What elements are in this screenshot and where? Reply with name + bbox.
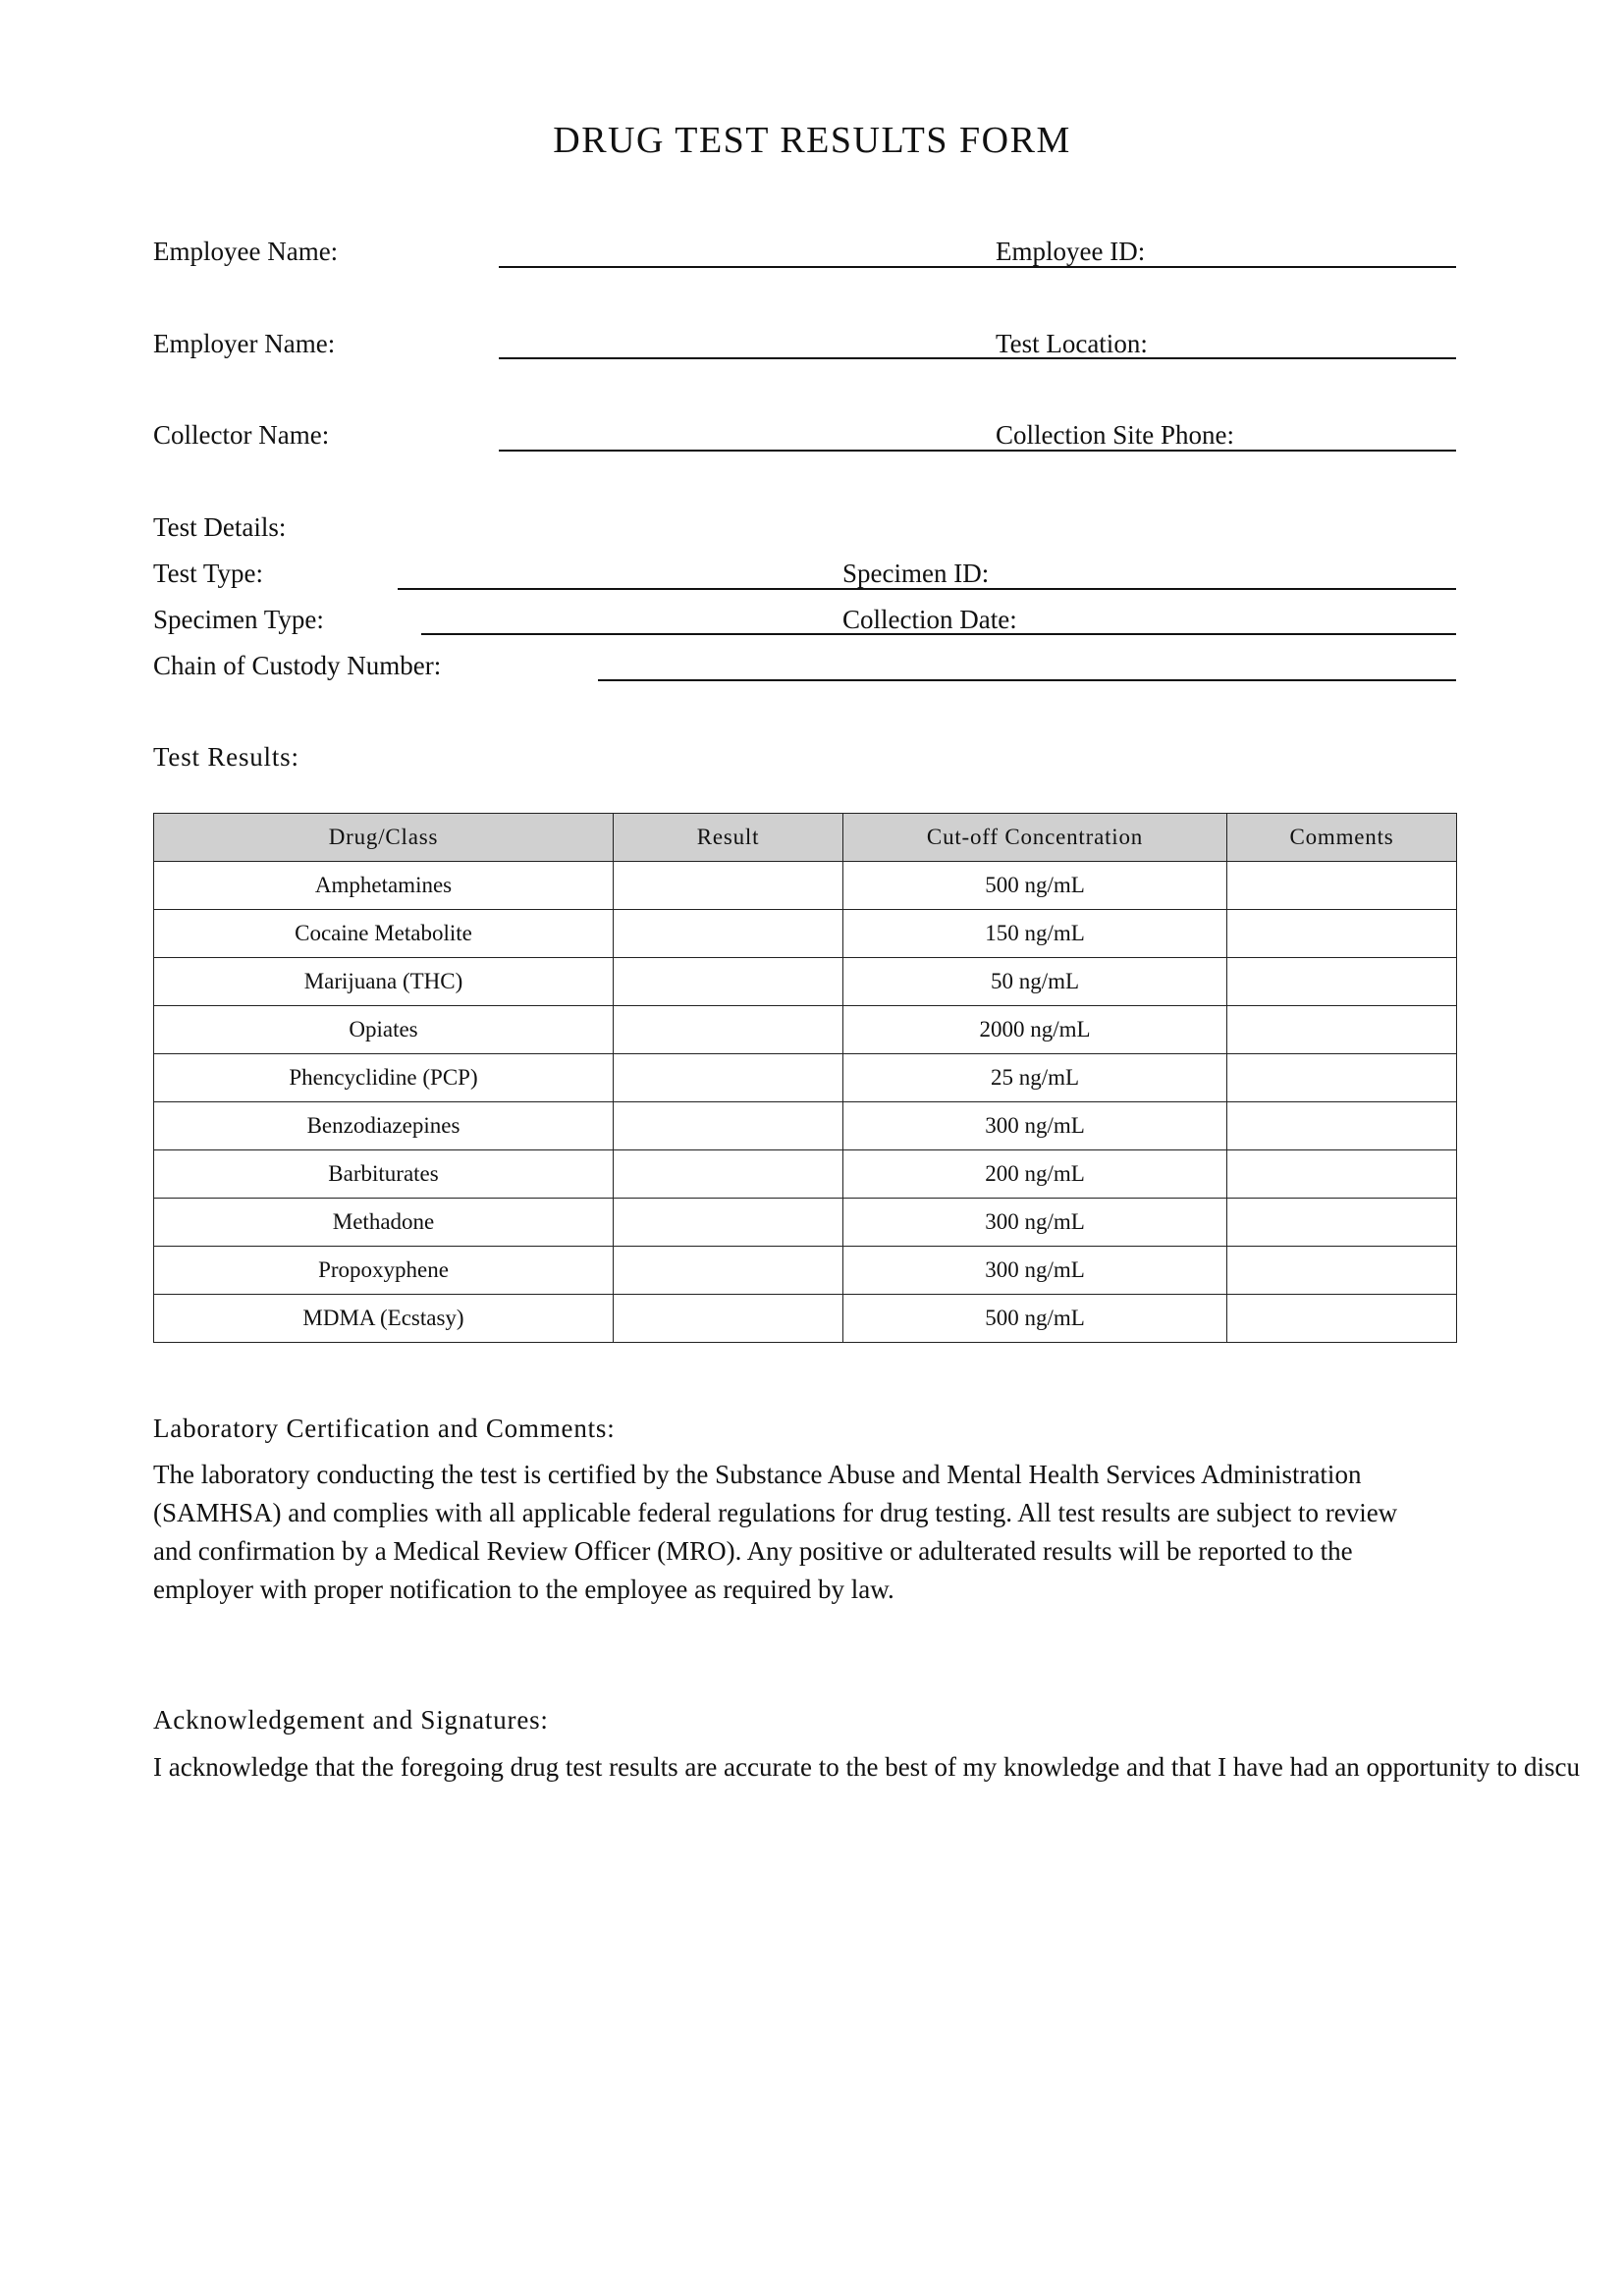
comments-cell[interactable]: [1227, 1247, 1457, 1295]
employee-name-field[interactable]: [499, 266, 1456, 268]
comments-cell[interactable]: [1227, 1054, 1457, 1102]
employee-id-label: Employee ID:: [996, 237, 1146, 266]
table-row: [154, 1199, 1457, 1247]
chain-of-custody-field[interactable]: [598, 679, 1456, 681]
drug-cell: Cocaine Metabolite: [154, 910, 614, 958]
result-cell[interactable]: [614, 1006, 843, 1054]
column-header-comments: Comments: [1227, 814, 1457, 862]
test-type-label: Test Type:: [153, 559, 263, 588]
result-cell[interactable]: [614, 910, 843, 958]
result-cell[interactable]: [614, 958, 843, 1006]
table-row: [154, 1006, 1457, 1054]
result-cell[interactable]: [614, 1150, 843, 1199]
cutoff-cell: 500 ng/mL: [843, 1295, 1227, 1343]
result-cell[interactable]: [614, 1295, 843, 1343]
comments-cell[interactable]: [1227, 958, 1457, 1006]
page-title: DRUG TEST RESULTS FORM: [553, 120, 1071, 161]
table-row: [154, 1295, 1457, 1343]
acknowledgement-text-wrapper: [153, 1748, 1624, 1787]
drug-cell: MDMA (Ecstasy): [154, 1295, 614, 1343]
column-header-cutoff: Cut-off Concentration: [843, 814, 1227, 862]
table-row: [154, 1150, 1457, 1199]
chain-of-custody-label: Chain of Custody Number:: [153, 651, 442, 680]
specimen-id-label: Specimen ID:: [842, 559, 990, 588]
comments-cell[interactable]: [1227, 1199, 1457, 1247]
collector-name-field[interactable]: [499, 450, 1456, 452]
drug-cell: Phencyclidine (PCP): [154, 1054, 614, 1102]
comments-cell[interactable]: [1227, 1295, 1457, 1343]
lab-certification-line: The laboratory conducting the test is certified by the Substance Abuse and Mental Health Services Administration: [153, 1460, 1362, 1489]
cutoff-cell: 300 ng/mL: [843, 1102, 1227, 1150]
table-header-row: [154, 814, 1457, 862]
acknowledgement-text: I acknowledge that the foregoing drug test results are accurate to the best of my knowledge and that I have had an opportunity to discu: [153, 1752, 1581, 1782]
cutoff-cell: 500 ng/mL: [843, 862, 1227, 910]
test-details-heading: Test Details:: [153, 512, 287, 542]
table-row: [154, 1054, 1457, 1102]
lab-certification-line: employer with proper notification to the employee as required by law.: [153, 1575, 894, 1604]
collector-name-label: Collector Name:: [153, 420, 330, 450]
table-row: [154, 862, 1457, 910]
comments-cell[interactable]: [1227, 1006, 1457, 1054]
test-location-label: Test Location:: [996, 329, 1148, 358]
cutoff-cell: 25 ng/mL: [843, 1054, 1227, 1102]
acknowledgement-heading: Acknowledgement and Signatures:: [153, 1705, 549, 1735]
drug-cell: Barbiturates: [154, 1150, 614, 1199]
cutoff-cell: 2000 ng/mL: [843, 1006, 1227, 1054]
employer-name-field[interactable]: [499, 357, 1456, 359]
collection-date-label: Collection Date:: [842, 605, 1017, 634]
result-cell[interactable]: [614, 862, 843, 910]
cutoff-cell: 200 ng/mL: [843, 1150, 1227, 1199]
cutoff-cell: 50 ng/mL: [843, 958, 1227, 1006]
drug-cell: Opiates: [154, 1006, 614, 1054]
comments-cell[interactable]: [1227, 862, 1457, 910]
cutoff-cell: 150 ng/mL: [843, 910, 1227, 958]
result-cell[interactable]: [614, 1102, 843, 1150]
column-header-result: Result: [614, 814, 843, 862]
cutoff-cell: 300 ng/mL: [843, 1199, 1227, 1247]
result-cell[interactable]: [614, 1054, 843, 1102]
collection-site-phone-label: Collection Site Phone:: [996, 420, 1234, 450]
comments-cell[interactable]: [1227, 910, 1457, 958]
test-results-table: [153, 813, 1457, 1343]
lab-certification-line: and confirmation by a Medical Review Officer (MRO). Any positive or adulterated results will be reported to the: [153, 1536, 1353, 1566]
table-row: [154, 910, 1457, 958]
comments-cell[interactable]: [1227, 1102, 1457, 1150]
drug-cell: Benzodiazepines: [154, 1102, 614, 1150]
table-row: [154, 1102, 1457, 1150]
specimen-type-label: Specimen Type:: [153, 605, 324, 634]
lab-certification-text: [153, 1456, 1469, 1609]
column-header-drug-class: Drug/Class: [154, 814, 614, 862]
lab-certification-heading: Laboratory Certification and Comments:: [153, 1414, 616, 1443]
cutoff-cell: 300 ng/mL: [843, 1247, 1227, 1295]
comments-cell[interactable]: [1227, 1150, 1457, 1199]
employer-name-label: Employer Name:: [153, 329, 336, 358]
drug-cell: Propoxyphene: [154, 1247, 614, 1295]
table-row: [154, 958, 1457, 1006]
result-cell[interactable]: [614, 1199, 843, 1247]
test-results-heading: Test Results:: [153, 742, 299, 772]
drug-cell: Amphetamines: [154, 862, 614, 910]
employee-name-label: Employee Name:: [153, 237, 339, 266]
table-row: [154, 1247, 1457, 1295]
drug-cell: Methadone: [154, 1199, 614, 1247]
lab-certification-line: (SAMHSA) and complies with all applicable federal regulations for drug testing. All test results are subject to review: [153, 1498, 1398, 1527]
result-cell[interactable]: [614, 1247, 843, 1295]
drug-cell: Marijuana (THC): [154, 958, 614, 1006]
